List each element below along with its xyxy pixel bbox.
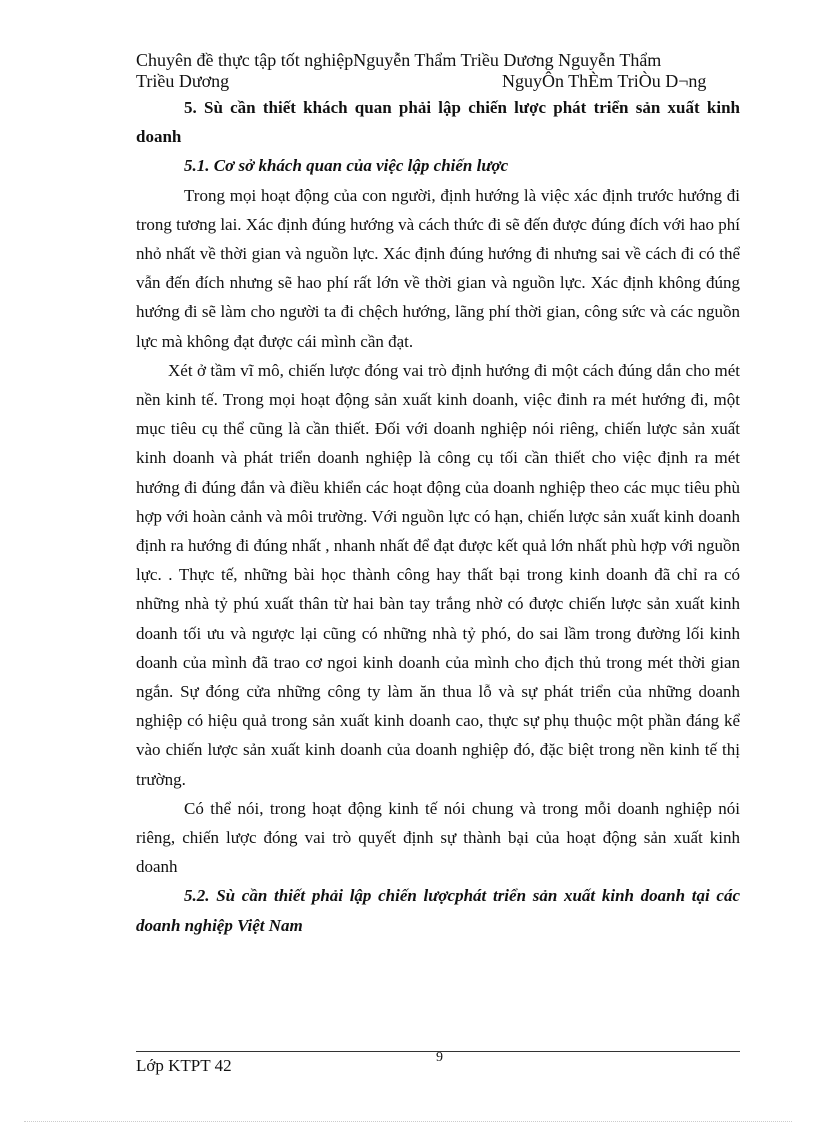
section-heading-5-2: 5.2. Sù cần thiết phải lập chiến lượcphát triển sản xuất kinh doanh tại các doanh nghiệp Việt Nam	[136, 886, 740, 935]
running-header-line2-left: Triều Dương	[136, 71, 230, 91]
page-edge-divider	[24, 1121, 792, 1122]
running-header-line2-right: NguyÔn ThÈm TriÒu D¬ng	[502, 71, 707, 91]
running-header-line1: Chuyên đề thực tập tốt nghiệpNguyễn Thẩm Triều Dương Nguyễn Thẩm	[136, 50, 662, 70]
section-heading-5-1: 5.1. Cơ sở khách quan của việc lập chiến lược	[184, 156, 509, 176]
footer-class-label: Lớp KTPT 42	[136, 1056, 232, 1075]
page-number: 9	[436, 1050, 443, 1065]
paragraph-3: Có thể nói, trong hoạt động kinh tế nói chung và trong mỗi doanh nghiệp nói riêng, chiến lược đóng vai trò quyết định sự thành bại của hoạt động sản xuất kinh doanh	[136, 798, 740, 877]
section-heading-5: 5. Sù cần thiết khách quan phải lập chiến lược phát triển sản xuất kinh doanh	[136, 98, 740, 147]
document-body	[136, 93, 740, 940]
paragraph-2: Xét ở tầm vĩ mô, chiến lược đóng vai trò định hướng đi một cách đúng dắn cho mét nền kinh tế. Trong mọi hoạt động sản xuất kinh doanh, việc đinh ra mét hướng đi, một mục tiêu cụ thể cũng là cần thiết. Đối với doanh nghiệp nói riêng, chiến lược sản xuất kinh doanh và phát triển doanh nghiệp là công cụ tối cần thiết cho việc định ra mét hướng đi đúng đắn và điều khiển các hoạt động của doanh nghiệp theo các mục tiêu phù hợp với hoàn cảnh và môi trường. Với nguồn lực có hạn, chiến lược sản xuất kinh doanh định ra hướng đi đúng nhất , nhanh nhất để đạt được kết quả lớn nhất phù hợp với nguồn lực. . Thực tế, những bài học thành công hay thất bại trong kinh doanh đã chỉ ra có những nhà tỷ phú xuất thân từ hai bàn tay trắng nhờ có được chiến lược sản xuất kinh doanh tối ưu và ngược lại cũng có những nhà tỷ phó, do sai lầm trong đường lối kinh doanh của mình đã trao cơ ngoi kinh doanh của mình cho địch thủ trong mét thời gian ngắn. Sự đóng cửa những công ty làm ăn thua lỗ và sự phát triển của những doanh nghiệp có hiệu quả trong sản xuất kinh doanh cao, thực sự phụ thuộc một phần đáng kể vào chiến lược sản xuất kinh doanh của doanh nghiệp đó, đặc biệt trong nền kinh tế thị trường.	[136, 360, 740, 789]
paragraph-1: Trong mọi hoạt động của con người, định hướng là việc xác định trước hướng đi trong tương lai. Xác định đúng hướng và cách thức đi sẽ đến được đúng đích với hao phí nhỏ nhất về thời gian và nguồn lực. Xác định đúng hướng đi nhưng sai về cách đi có thể vẫn đến đích nhưng sẽ hao phí rất lớn về thời gian và nguồn lực. Xác định không đúng hướng đi sẽ làm cho người ta đi chệch hướng, lãng phí thời gian, công sức và các nguồn lực mà không đạt được cái mình cần đạt.	[136, 185, 740, 351]
